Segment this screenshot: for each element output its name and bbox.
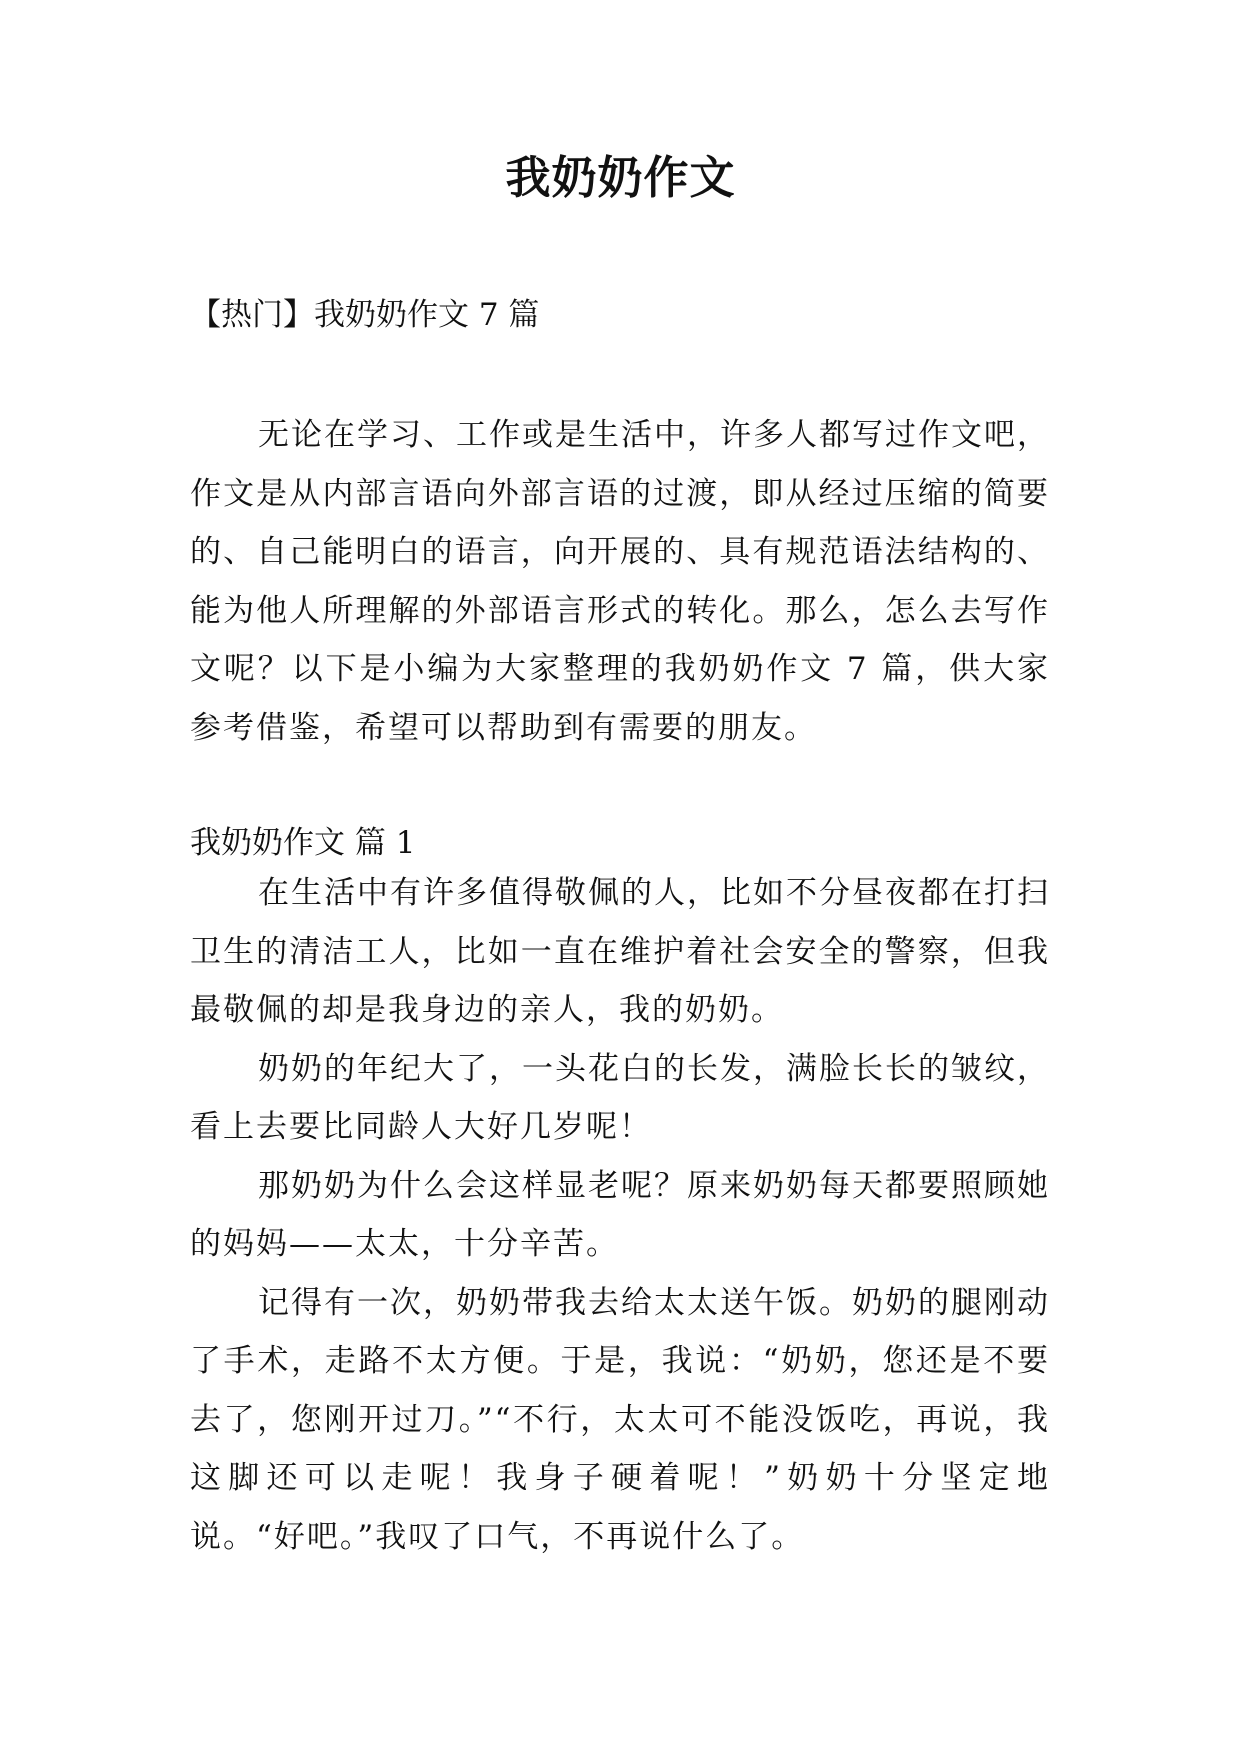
document-title: 我奶奶作文 — [505, 151, 736, 204]
essay-paragraph-4: 记得有一次，奶奶带我去给太太送午饭。奶奶的腿刚动了手术，走路不太方便。于是，我说：“奶奶，您还是不要去了，您刚开过刀。”“不行，太太可不能没饭吃，再说，我这脚还可以走呢！我身子硬着呢！”奶奶十分坚定地说。“好吧。”我叹了口气，不再说什么了。 — [190, 1284, 1050, 1555]
section-heading: 我奶奶作文 篇 1 — [190, 825, 416, 861]
document-subtitle: 【热门】我奶奶作文 7 篇 — [190, 297, 540, 333]
essay-paragraph-3: 那奶奶为什么会这样显老呢？原来奶奶每天都要照顾她的妈妈——太太，十分辛苦。 — [190, 1167, 1050, 1262]
essay-paragraph-2: 奶奶的年纪大了，一头花白的长发，满脸长长的皱纹，看上去要比同龄人大好几岁呢！ — [190, 1050, 1050, 1145]
intro-paragraph: 无论在学习、工作或是生活中，许多人都写过作文吧，作文是从内部言语向外部言语的过渡，即从经过压缩的简要的、自己能明白的语言，向开展的、具有规范语法结构的、能为他人所理解的外部语言形式的转化。那么，怎么去写作文呢？以下是小编为大家整理的我奶奶作文 7 篇，供大家参考借鉴，希望可以帮助到有需要的朋友。 — [190, 417, 1050, 746]
intro-block — [190, 406, 1050, 757]
essay-paragraph-1: 在生活中有许多值得敬佩的人，比如不分昼夜都在打扫卫生的清洁工人，比如一直在维护着社会安全的警察，但我最敬佩的却是我身边的亲人，我的奶奶。 — [190, 875, 1050, 1028]
essay-body — [190, 864, 1050, 1566]
